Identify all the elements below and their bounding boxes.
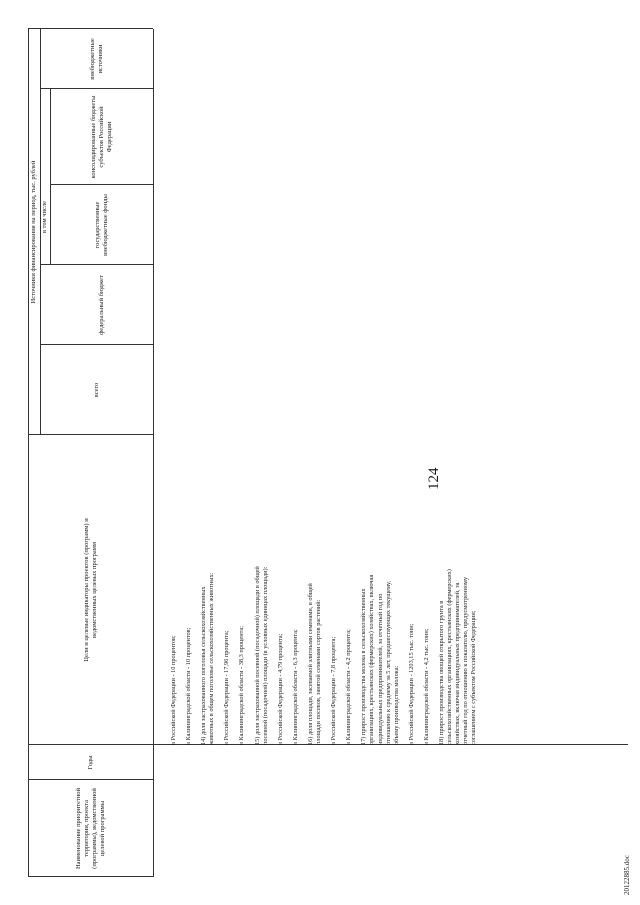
page-number: 124	[426, 467, 442, 490]
indicator-paragraph	[345, 515, 353, 745]
header-total: всего	[92, 382, 100, 398]
header-state-funds-cell	[50, 185, 153, 265]
indicator-line: в Калининградской области - 6,3 процента;	[291, 629, 299, 745]
indicator-line: объему производства молока:	[392, 665, 400, 745]
indicator-paragraph	[360, 515, 400, 745]
indicator-paragraph	[223, 515, 231, 745]
indicator-line: индивидуальных предпринимателей, за отчетный год по	[376, 593, 384, 745]
indicator-line: 17) прирост производства молока в сельскохозяйственных	[360, 588, 368, 745]
header-state-funds: государственные внебюджетные фонды	[93, 194, 109, 256]
indicator-paragraph	[254, 515, 270, 745]
indicator-line: в Калининградской области - 10 процентов;	[185, 627, 193, 745]
indicator-line: соглашением с субъектом Российской Федерации;	[470, 610, 478, 745]
indicator-line: 18) прирост производства овощей открытого грунта в	[437, 600, 445, 745]
header-sources: Источники финансирования на период, тыс. рублей	[30, 160, 37, 304]
header-total-cell	[40, 345, 153, 435]
indicator-paragraph	[185, 515, 193, 745]
header-goals: Цели и целевые индикаторы проектов (программ) и ведомственных целевых программ	[82, 518, 98, 662]
indicator-line: в Российской Федерации - 17,96 процента;	[223, 630, 231, 745]
indicator-line: сельскохозяйственных организациях, крестьянских (фермерских)	[446, 569, 454, 745]
indicator-line: хозяйствах, включая индивидуальных предпринимателей, за	[454, 582, 462, 745]
indicator-paragraph	[170, 515, 178, 745]
indicator-paragraph	[200, 515, 216, 745]
goals-indicators-text	[170, 515, 485, 745]
indicator-paragraph	[408, 515, 416, 745]
indicator-line: животных в общем поголовье сельскохозяйственных животных:	[208, 572, 216, 745]
indicator-line: 15) доля застрахованной посевной (посадочной) площади в общей	[253, 566, 261, 745]
header-bottom-border	[153, 29, 154, 877]
header-regional: консолидированные бюджеты субъектов Российской Федерации	[89, 95, 113, 179]
indicator-line: отношению к среднему за 5 лет, предшествующих текущему,	[384, 580, 392, 745]
indicator-line: 14) доля застрахованного поголовья сельскохозяйственных	[200, 586, 208, 745]
header-extrabudget-cell	[40, 29, 153, 89]
indicator-paragraph	[238, 515, 246, 745]
header-sources-cell	[28, 29, 40, 435]
indicator-line: в Российской Федерации - 4,79 процента;	[276, 633, 284, 745]
indicator-paragraph	[307, 515, 323, 745]
indicator-paragraph	[330, 515, 338, 745]
indicator-paragraph	[292, 515, 300, 745]
indicator-line: организациях, крестьянских (фермерских) хозяйствах, включая	[368, 574, 376, 745]
indicator-paragraph	[438, 515, 478, 745]
header-federal-cell	[40, 265, 153, 345]
indicator-line: в Российской Федерации - 10 процентов;	[170, 635, 177, 745]
indicator-line: 16) доля площади, засеваемой элитными семенами, в общей	[306, 583, 314, 745]
indicator-paragraph	[277, 515, 285, 745]
indicator-line: отчетный год по отношению к показателю, предусмотренному	[462, 576, 470, 745]
indicator-line: посевной (посадочной) площади (в условных единицах площади):	[261, 566, 269, 745]
header-name: Наименование приоритетной территории, проекта (программы), ведомственной целевой программы	[74, 787, 106, 870]
header-including: в том числе	[41, 200, 48, 234]
indicator-line: в Российской Федерации - 1203,15 тыс. тонн;	[407, 623, 415, 745]
header-regional-cell	[50, 89, 153, 185]
indicator-line: в Калининградской области - 38,3 процента;	[238, 626, 246, 745]
indicator-line: в Калининградской области - 4,2 процента;	[345, 629, 353, 745]
header-goals-cell	[28, 435, 153, 745]
indicator-line: площади посевов, занятой семенами сортов растений:	[315, 599, 323, 745]
footer-filename: 20122885.doc	[623, 855, 631, 895]
indicator-line: в Российской Федерации - 7,8 процента;	[330, 636, 338, 745]
header-extrabudget: внебюджетные источники	[88, 38, 104, 80]
header-years: Годы	[86, 755, 94, 770]
header-federal: федеральный бюджет	[97, 275, 105, 335]
indicator-paragraph	[423, 515, 431, 745]
header-name-cell	[28, 780, 153, 877]
header-years-cell	[28, 745, 153, 780]
indicator-line: в Калининградской области - 4,2 тыс. тонн;	[422, 628, 430, 745]
